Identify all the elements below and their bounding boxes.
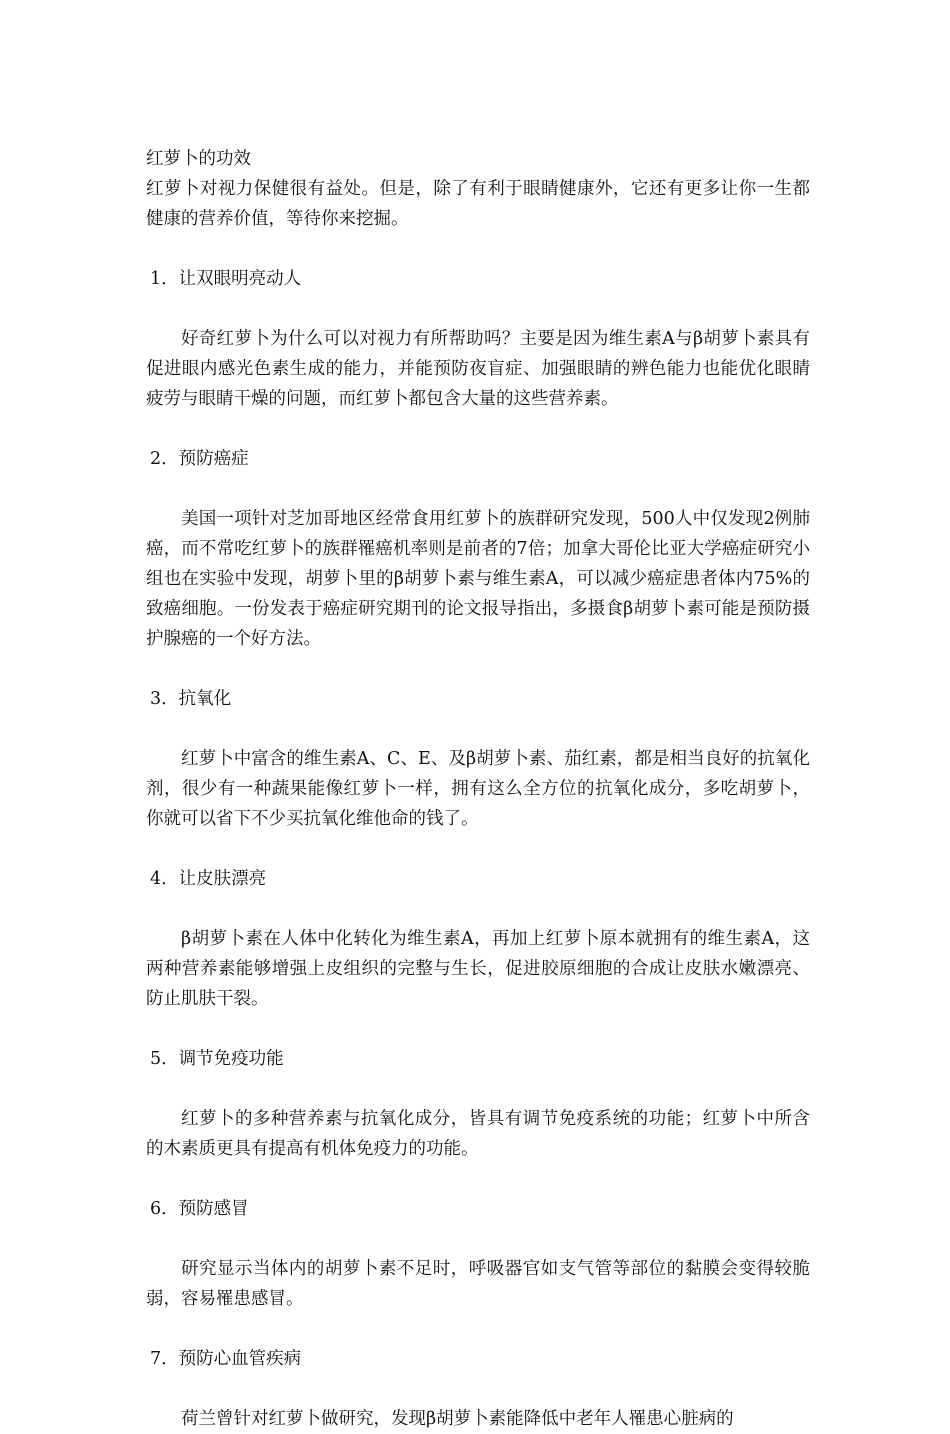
section-heading-5: 5．调节免疫功能 bbox=[150, 1049, 284, 1069]
section-body-7: 荷兰曾针对红萝卜做研究，发现β胡萝卜素能降低中老年人罹患心脏病的 bbox=[181, 1409, 734, 1429]
section-heading-4: 4．让皮肤漂亮 bbox=[150, 869, 267, 889]
section-heading-2: 2．预防癌症 bbox=[150, 449, 249, 469]
section-heading-1: 1．让双眼明亮动人 bbox=[150, 269, 302, 289]
section-heading-7: 7．预防心血管疾病 bbox=[150, 1349, 302, 1369]
intro-paragraph: 红萝卜对视力保健很有益处。但是，除了有利于眼睛健康外，它还有更多让你一生都健康的营养价值，等待你来挖掘。 bbox=[146, 179, 810, 229]
section-heading-6: 6．预防感冒 bbox=[150, 1199, 249, 1219]
section-body-5: 红萝卜的多种营养素与抗氧化成分，皆具有调节免疫系统的功能；红萝卜中所含的木素质更具有提高有机体免疫力的功能。 bbox=[146, 1109, 810, 1159]
section-heading-3: 3．抗氧化 bbox=[150, 689, 232, 709]
section-body-2: 美国一项针对芝加哥地区经常食用红萝卜的族群研究发现，500人中仅发现2例肺癌，而不常吃红萝卜的族群罹癌机率则是前者的7倍；加拿大哥伦比亚大学癌症研究小组也在实验中发现，胡萝卜里的β胡萝卜素与维生素A，可以减少癌症患者体内75%的致癌细胞。一份发表于癌症研究期刊的论文报导指出，多摄食β胡萝卜素可能是预防摄护腺癌的一个好方法。 bbox=[146, 509, 810, 649]
section-body-3: 红萝卜中富含的维生素A、C、E、及β胡萝卜素、茄红素，都是相当良好的抗氧化剂，很少有一种蔬果能像红萝卜一样，拥有这么全方位的抗氧化成分，多吃胡萝卜，你就可以省下不少买抗氧化维他命的钱了。 bbox=[146, 749, 810, 829]
document-title: 红萝卜的功效 bbox=[146, 149, 251, 169]
section-body-1: 好奇红萝卜为什么可以对视力有所帮助吗？主要是因为维生素A与β胡萝卜素具有促进眼内感光色素生成的能力，并能预防夜盲症、加强眼睛的辨色能力也能优化眼睛疲劳与眼睛干燥的问题，而红萝卜都包含大量的这些营养素。 bbox=[146, 329, 810, 409]
section-body-6: 研究显示当体内的胡萝卜素不足时，呼吸器官如支气管等部位的黏膜会变得较脆弱，容易罹患感冒。 bbox=[146, 1259, 810, 1309]
document-body bbox=[146, 144, 810, 1434]
section-body-4: β胡萝卜素在人体中化转化为维生素A，再加上红萝卜原本就拥有的维生素A，这两种营养素能够增强上皮组织的完整与生长，促进胶原细胞的合成让皮肤水嫩漂亮、防止肌肤干裂。 bbox=[146, 929, 810, 1009]
